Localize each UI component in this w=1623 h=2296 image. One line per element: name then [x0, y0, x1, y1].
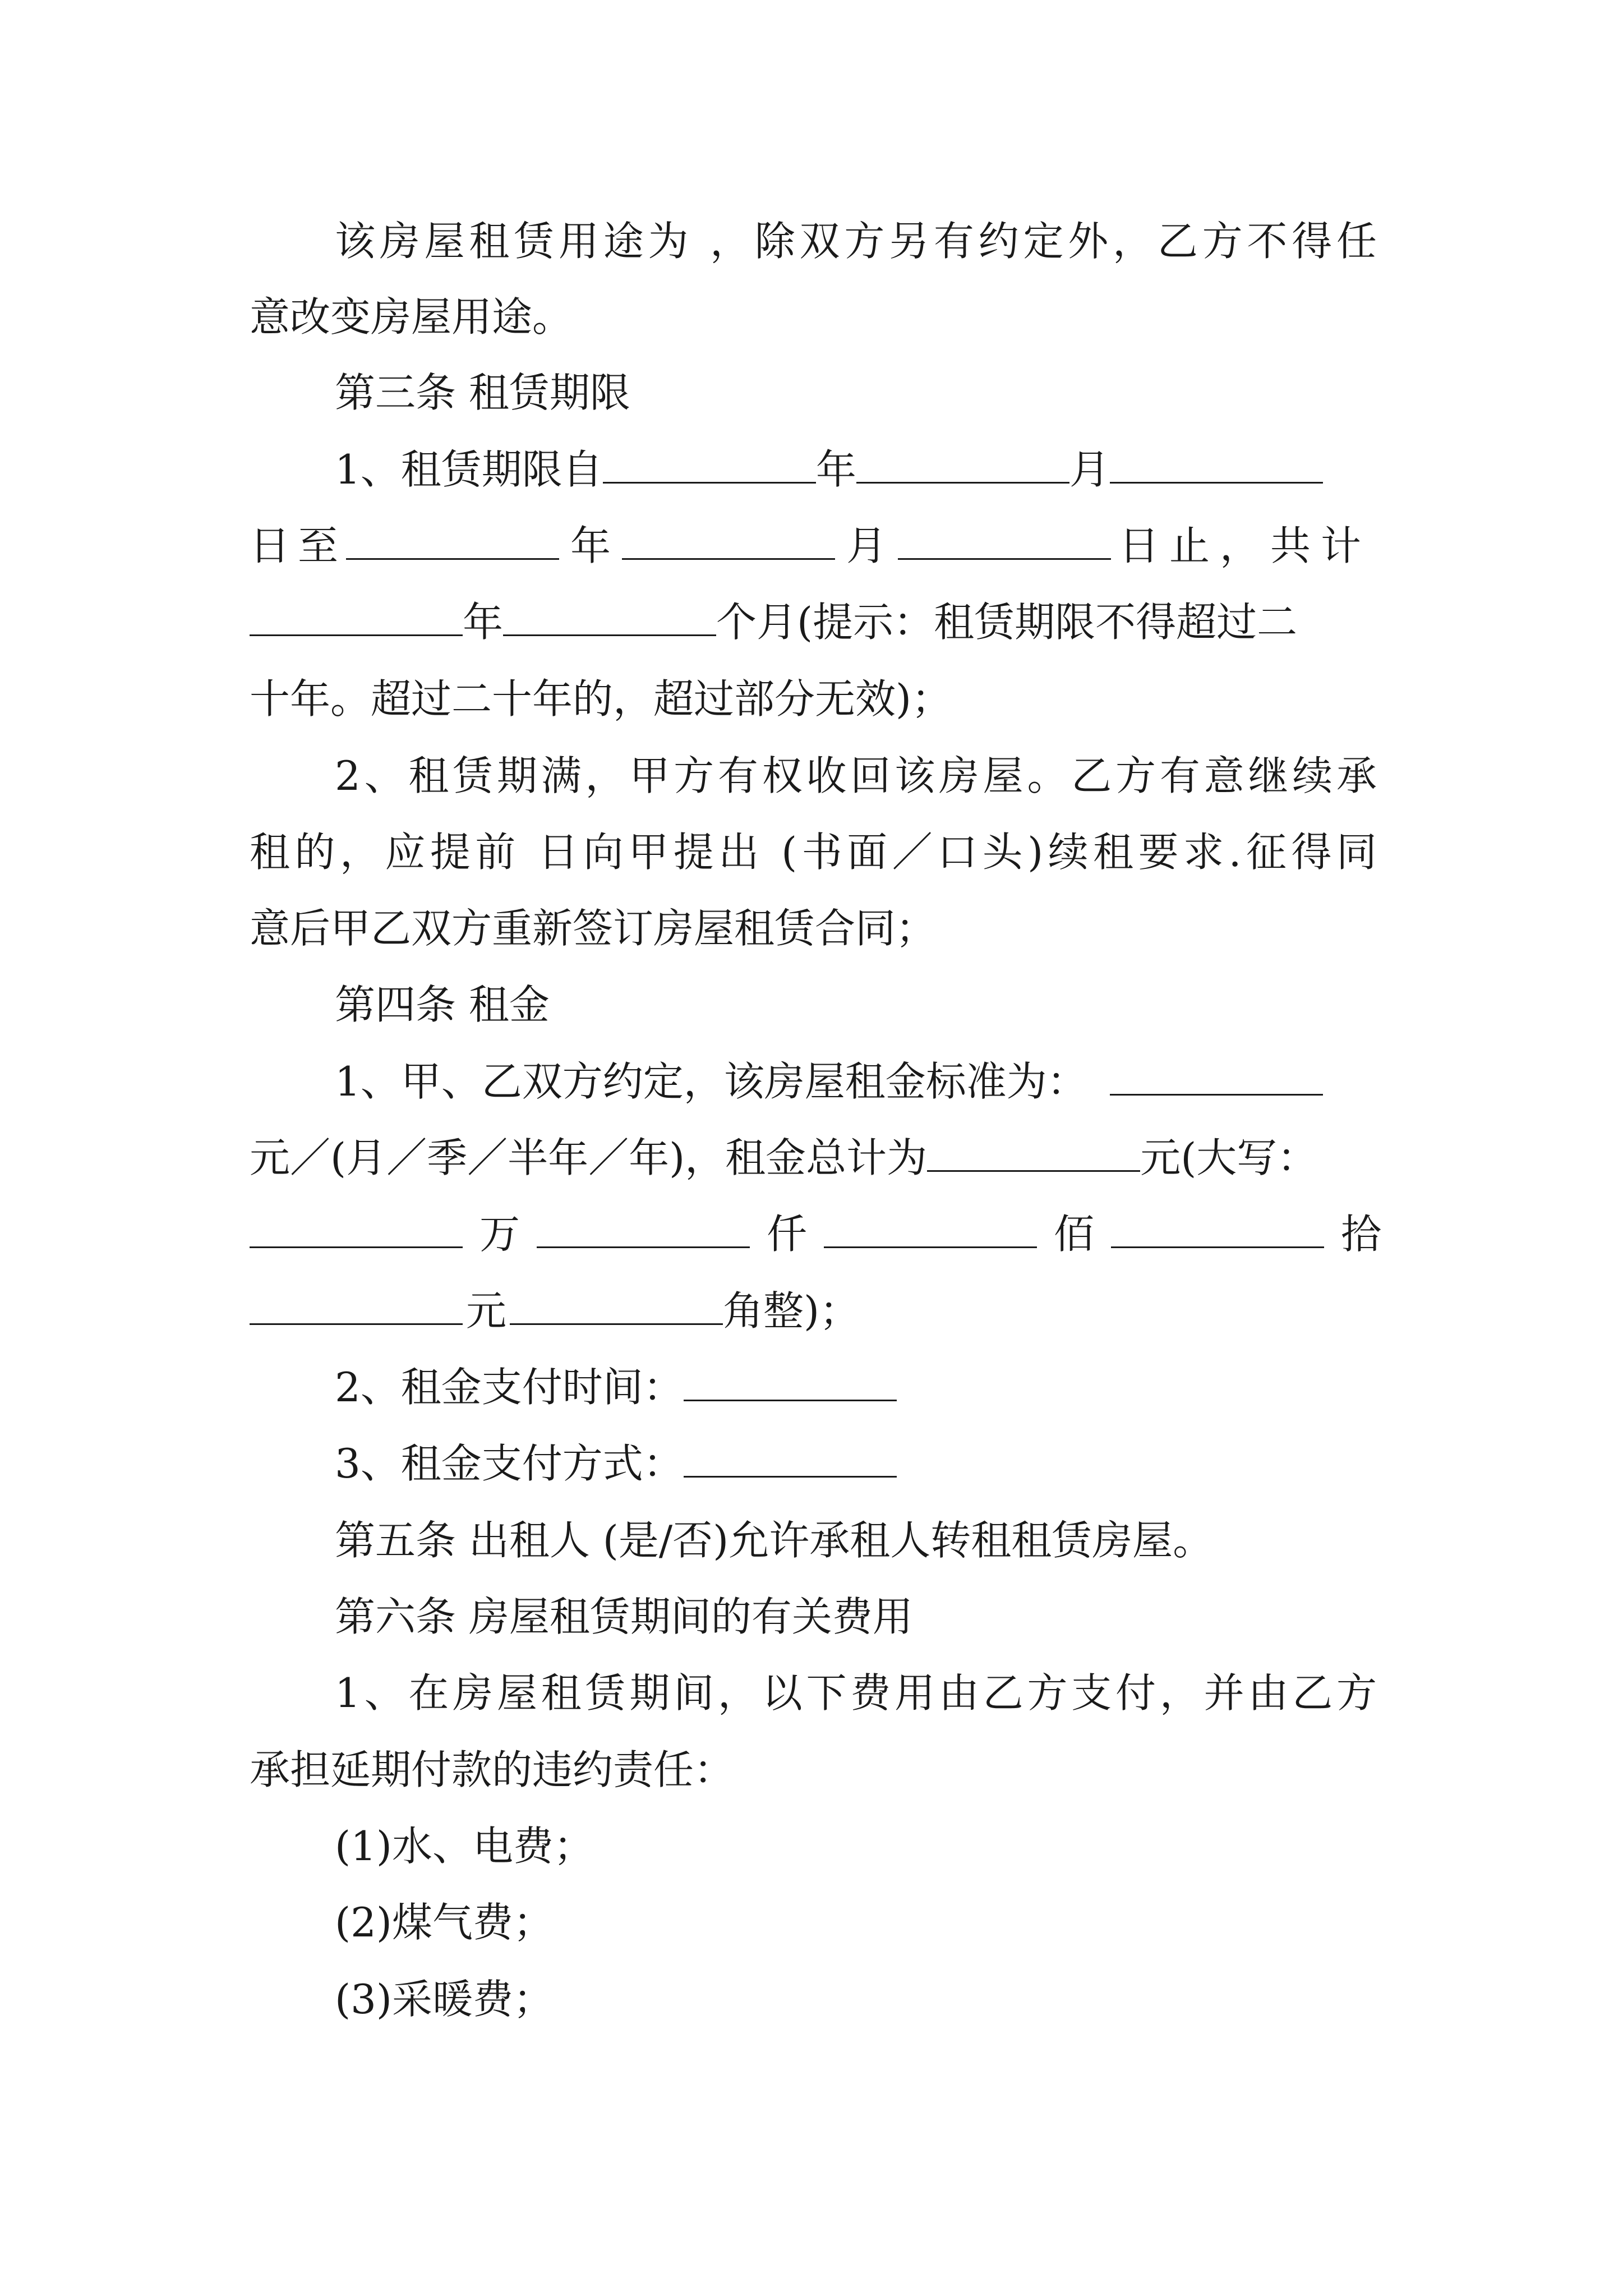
text-segment: 佰 [1054, 1211, 1095, 1258]
list-item: (1)水、电费； [335, 1823, 594, 1870]
fill-blank[interactable] [346, 519, 559, 560]
text-line [250, 1274, 1377, 1347]
text-segment: 月 [846, 522, 887, 569]
text-segment: 日至 [250, 522, 347, 569]
text-segment: 日止，共计 [1119, 522, 1372, 569]
text-segment: 仟 [767, 1211, 808, 1258]
list-item: (2)煤气费； [335, 1899, 554, 1946]
fill-blank[interactable] [856, 443, 1069, 484]
text-segment: 角整)； [723, 1287, 860, 1335]
text-segment: 元 [466, 1287, 507, 1335]
fill-blank[interactable] [510, 1284, 723, 1325]
fill-blank[interactable] [824, 1207, 1037, 1248]
text-segment: 年 [570, 522, 611, 569]
fill-blank[interactable] [537, 1207, 750, 1248]
fill-blank[interactable] [250, 1207, 463, 1248]
text-segment: 年 [463, 599, 504, 646]
fill-blank[interactable] [503, 595, 716, 636]
fill-blank[interactable] [1111, 1207, 1324, 1248]
text-line: 租的，应提前 日向甲提出 (书面／口头)续租要求.征得同 [250, 829, 1377, 876]
text-segment: 月 [1069, 446, 1110, 493]
fill-blank[interactable] [1110, 443, 1323, 484]
text-line: 承担延期付款的违约责任： [250, 1746, 735, 1793]
fill-blank[interactable] [898, 519, 1111, 560]
text-segment: 1、租赁期限自 [335, 446, 603, 493]
text-line: 1、在房屋租赁期间，以下费用由乙方支付，并由乙方 [335, 1669, 1377, 1717]
text-line [250, 1045, 1377, 1118]
fill-blank[interactable] [622, 519, 835, 560]
text-line: 该房屋租赁用途为 ，除双方另有约定外，乙方不得任 [335, 218, 1377, 265]
text-segment: 1、甲、乙双方约定，该房屋租金标准为： [335, 1058, 1087, 1105]
text-line: 2、租赁期满，甲方有权收回该房屋。乙方有意继续承 [335, 752, 1377, 799]
text-segment: 个月(提示：租赁期限不得超过二 [716, 599, 1298, 646]
text-segment: 2、租金支付时间： [335, 1364, 684, 1411]
text-line: 意改变房屋用途。 [250, 293, 573, 341]
text-segment: 3、租金支付方式： [335, 1440, 684, 1487]
text-line [250, 1351, 1377, 1424]
section-heading: 第三条 租赁期限 [335, 369, 630, 416]
section-heading: 第六条 房屋租赁期间的有关费用 [335, 1593, 913, 1640]
section-heading: 第四条 租金 [335, 981, 550, 1028]
fill-blank[interactable] [684, 1360, 897, 1401]
text-line [250, 1121, 1377, 1194]
text-segment: 元(大写： [1140, 1134, 1318, 1181]
fill-blank[interactable] [603, 443, 816, 484]
text-line: 意后甲乙双方重新签订房屋租赁合同； [250, 905, 937, 952]
fill-blank[interactable] [250, 595, 463, 636]
list-item: (3)采暖费； [335, 1976, 554, 2023]
text-segment: 拾 [1341, 1211, 1382, 1258]
fill-blank[interactable] [250, 1284, 463, 1325]
text-segment: 元／(月／季／半年／年)，租金总计为 [250, 1134, 928, 1181]
text-line [250, 509, 1377, 582]
fill-blank[interactable] [927, 1131, 1140, 1172]
text-line [250, 586, 1377, 659]
section-heading: 第五条 出租人 (是/否)允许承租人转租租赁房屋。 [335, 1517, 1214, 1564]
text-segment: 年 [815, 446, 856, 493]
text-line [250, 1198, 1382, 1271]
text-line [250, 433, 1377, 506]
text-segment: 万 [479, 1211, 520, 1258]
fill-blank[interactable] [684, 1437, 897, 1478]
fill-blank[interactable] [1110, 1055, 1323, 1096]
text-line [250, 1427, 1377, 1500]
text-line: 十年。超过二十年的，超过部分无效)； [250, 675, 952, 723]
